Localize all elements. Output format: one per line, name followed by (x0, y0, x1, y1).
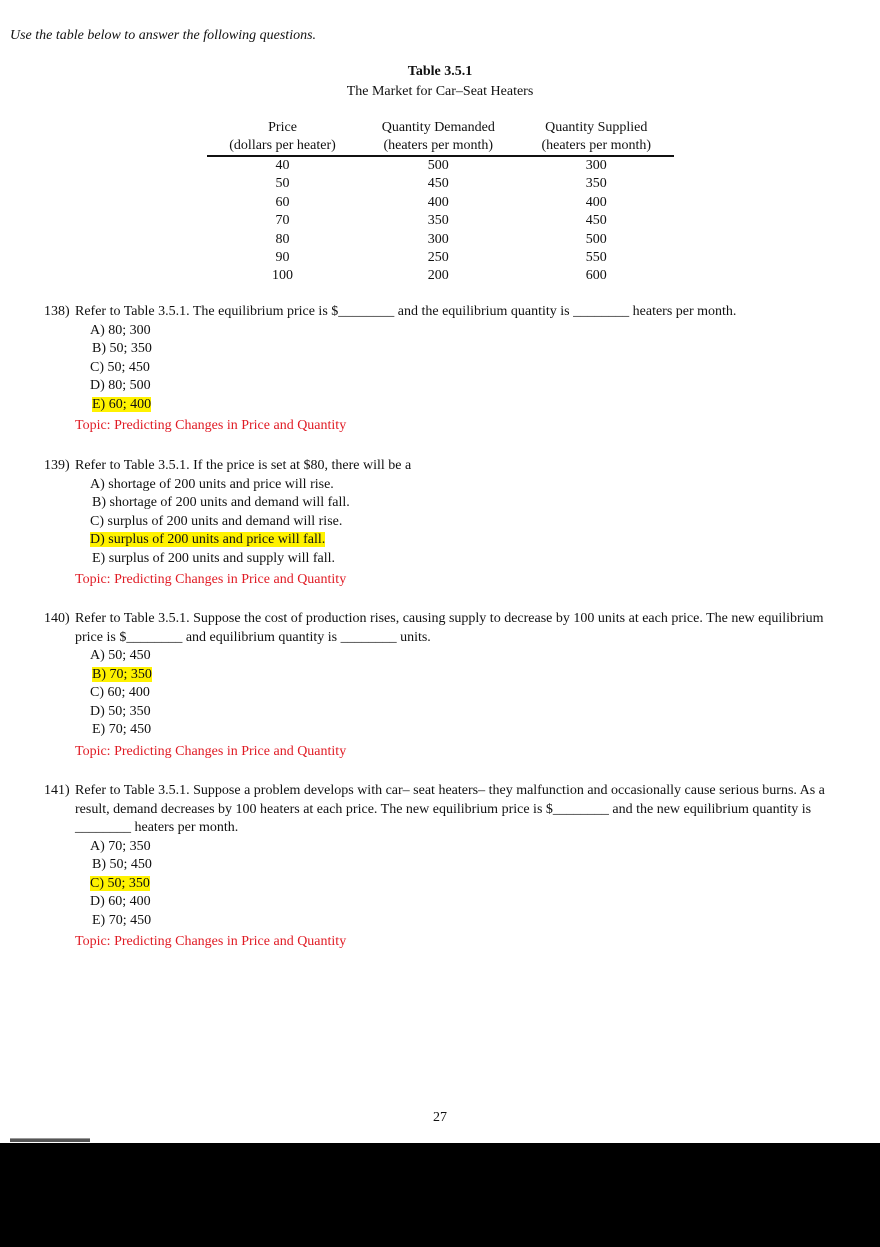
topic-label: Topic: Predicting Changes in Price and Quantity (75, 418, 347, 433)
option-b (92, 340, 844, 359)
option-c-answer (90, 875, 844, 894)
option-text: C) 60; 400 (90, 685, 150, 700)
market-table (207, 119, 674, 286)
col-subheader-supplied: (heaters per month) (519, 137, 675, 156)
option-text: B) shortage of 200 units and demand will fall. (92, 495, 350, 510)
highlighted-answer: C) 50; 350 (90, 875, 150, 891)
option-text: D) 60; 400 (90, 894, 151, 909)
cell: 300 (585, 158, 607, 173)
question-number: 140) (44, 611, 70, 626)
question-138 (44, 303, 844, 436)
option-c (90, 513, 844, 532)
option-a (90, 838, 844, 857)
cell: 200 (427, 268, 449, 284)
cell: 250 (427, 250, 449, 266)
question-141 (44, 782, 844, 952)
cell: 350 (427, 213, 449, 229)
table-row (207, 249, 674, 267)
topic-label: Topic: Predicting Changes in Price and Quantity (75, 743, 347, 759)
question-number: 141) (44, 783, 70, 798)
option-a (90, 647, 844, 666)
col-header-supplied: Quantity Supplied (545, 120, 648, 135)
topic-label: Topic: Predicting Changes in Price and Quantity (75, 572, 347, 587)
option-text: A) 80; 300 (90, 322, 151, 338)
topic-label: Topic: Predicting Changes in Price and Quantity (75, 934, 347, 949)
option-e-answer (92, 396, 844, 415)
option-text: D) 80; 500 (90, 378, 151, 393)
cell: 300 (427, 231, 449, 247)
table-subtitle: The Market for Car–Seat Heaters (346, 84, 534, 99)
cell: 70 (275, 213, 290, 229)
option-text: E) surplus of 200 units and supply will fall. (92, 550, 336, 566)
cell: 450 (585, 213, 607, 229)
option-b (92, 494, 844, 513)
question-text: Refer to Table 3.5.1. Suppose the cost of production rises, causing supply to decrease by 100 units at each price. The new equilibrium price is $________ and equilibrium quantity is ________ units. (75, 611, 824, 645)
cell: 550 (585, 250, 607, 266)
option-text: B) 50; 450 (92, 857, 152, 872)
option-b (92, 856, 844, 875)
option-d (90, 703, 844, 722)
question-139 (44, 457, 844, 590)
option-d-answer (90, 531, 844, 550)
cell: 80 (275, 231, 290, 247)
option-e (92, 912, 844, 931)
table-row (207, 156, 674, 175)
question-text: Refer to Table 3.5.1. If the price is set at $80, there will be a (75, 458, 412, 473)
table-row (207, 194, 674, 212)
highlighted-answer: D) surplus of 200 units and price will fall. (90, 532, 326, 547)
option-text: E) 70; 450 (92, 912, 152, 928)
cell: 500 (585, 231, 607, 247)
option-a (90, 476, 844, 495)
cell: 40 (275, 158, 290, 173)
option-text: A) shortage of 200 units and price will rise. (90, 476, 334, 492)
option-text: C) 50; 450 (90, 359, 150, 375)
option-text: A) 50; 450 (90, 648, 151, 663)
col-header-demanded: Quantity Demanded (381, 120, 495, 135)
question-number: 139) (44, 458, 70, 473)
question-stem (44, 303, 844, 322)
question-stem (44, 610, 844, 647)
question-text: Refer to Table 3.5.1. The equilibrium price is $________ and the equilibrium quantity is ________ heaters per month. (75, 304, 737, 319)
option-text: C) surplus of 200 units and demand will rise. (90, 513, 343, 529)
option-c (90, 684, 844, 703)
option-text: A) 70; 350 (90, 838, 151, 854)
question-text: Refer to Table 3.5.1. Suppose a problem develops with car– seat heaters– they malfunction and occasionally cause serious burns. As a result, demand decreases by 100 heaters at each price. The new equilibrium price is $________ and the new equilibrium quantity is ________ heaters per month. (75, 783, 825, 835)
question-number: 138) (44, 304, 70, 319)
option-d (90, 377, 844, 396)
question-stem (44, 782, 844, 838)
col-subheader-demanded: (heaters per month) (358, 137, 518, 156)
cell: 100 (272, 268, 294, 284)
option-text: B) 50; 350 (92, 341, 152, 356)
question-140 (44, 610, 844, 761)
option-e (92, 550, 844, 569)
option-c (90, 359, 844, 378)
cell: 500 (427, 158, 449, 173)
option-text: D) 50; 350 (90, 703, 151, 719)
cell: 400 (585, 194, 607, 210)
instructions: Use the table below to answer the following questions. (10, 28, 317, 43)
highlighted-answer: B) 70; 350 (92, 666, 152, 682)
cell: 90 (275, 250, 290, 266)
option-text: E) 70; 450 (92, 722, 152, 737)
horizontal-scrollbar[interactable] (10, 1138, 90, 1142)
option-a (90, 322, 844, 341)
cell: 350 (585, 176, 607, 192)
col-subheader-price: (dollars per heater) (207, 137, 358, 156)
option-d (90, 893, 844, 912)
option-e (92, 721, 844, 740)
table-title: Table 3.5.1 (407, 64, 473, 79)
cell: 400 (427, 194, 449, 210)
cell: 50 (275, 176, 290, 192)
table-row (207, 212, 674, 230)
question-stem (44, 457, 844, 476)
page-number: 27 (433, 1110, 447, 1125)
col-header-price: Price (268, 120, 297, 135)
highlighted-answer: E) 60; 400 (92, 396, 152, 412)
table-row (207, 231, 674, 249)
table-row (207, 267, 674, 285)
cell: 600 (585, 268, 607, 284)
cell: 60 (275, 194, 290, 210)
option-b-answer (92, 666, 844, 685)
table-row (207, 175, 674, 193)
cell: 450 (427, 176, 449, 192)
